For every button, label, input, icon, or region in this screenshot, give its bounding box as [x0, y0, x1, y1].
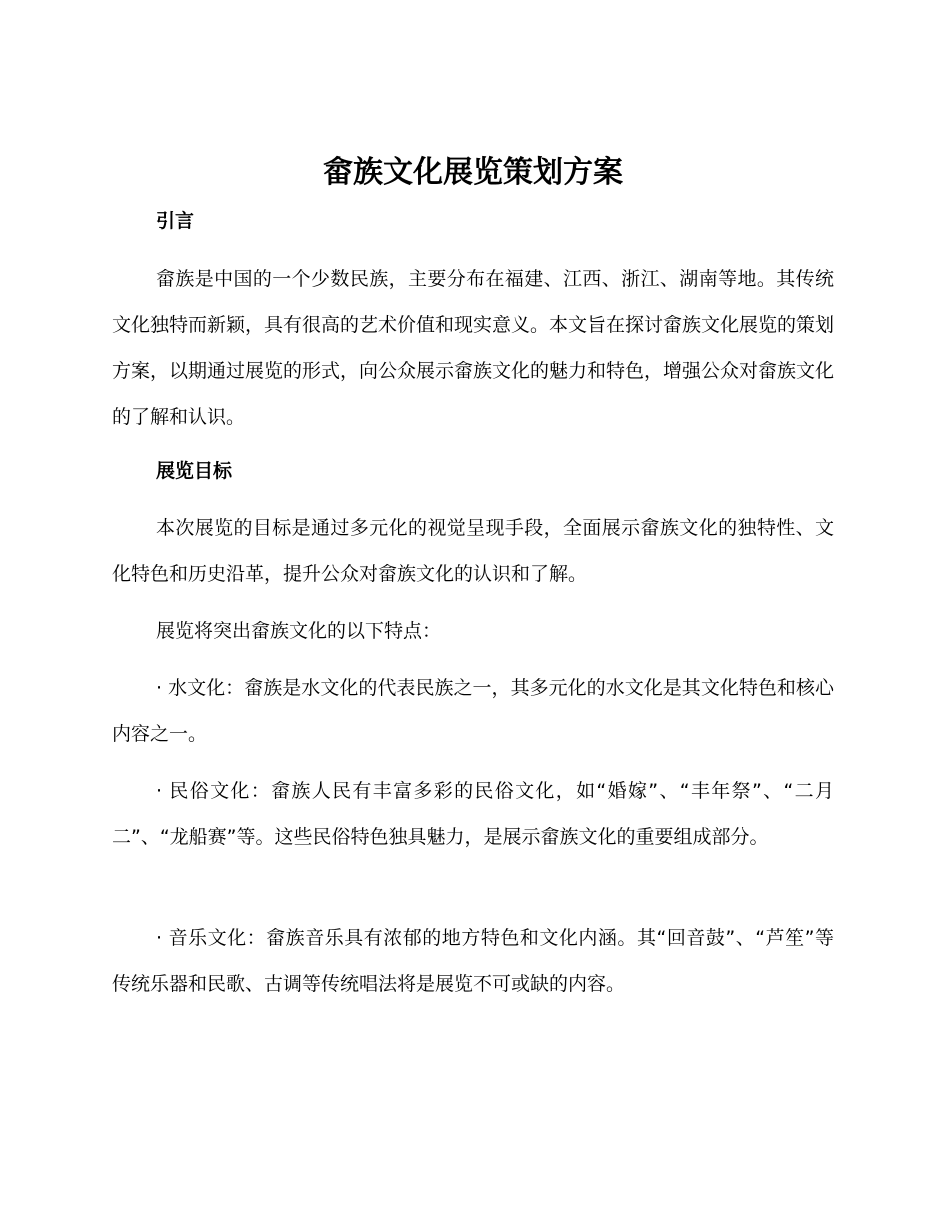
goals-paragraph: 本次展览的目标是通过多元化的视觉呈现手段，全面展示畲族文化的独特性、文化特色和历史沿革，提升公众对畲族文化的认识和了解。 [112, 517, 834, 585]
introduction-paragraph: 畲族是中国的一个少数民族，主要分布在福建、江西、浙江、湖南等地。其传统文化独特而新颖，具有很高的艺术价值和现实意义。本文旨在探讨畲族文化展览的策划方案，以期通过展览的形式，向公众展示畲族文化的魅力和特色，增强公众对畲族文化的了解和认识。 [112, 268, 835, 428]
feature-music-culture: · 音乐文化：畲族音乐具有浓郁的地方特色和文化内涵。其“回音鼓”、“芦笙”等传统乐器和民歌、古调等传统唱法将是展览不可或缺的内容。 [112, 927, 834, 995]
features-intro: 展览将突出畲族文化的以下特点： [156, 620, 442, 642]
feature-folk-culture: · 民俗文化：畲族人民有丰富多彩的民俗文化，如“婚嫁”、“丰年祭”、“二月二”、“龙船赛”等。这些民俗特色独具魅力，是展示畲族文化的重要组成部分。 [112, 780, 834, 848]
section-heading-introduction: 引言 [156, 210, 195, 232]
section-heading-goals: 展览目标 [156, 460, 233, 482]
feature-water-culture: · 水文化：畲族是水文化的代表民族之一，其多元化的水文化是其文化特色和核心内容之一。 [112, 677, 834, 745]
document-title: 畲族文化展览策划方案 [323, 155, 623, 190]
